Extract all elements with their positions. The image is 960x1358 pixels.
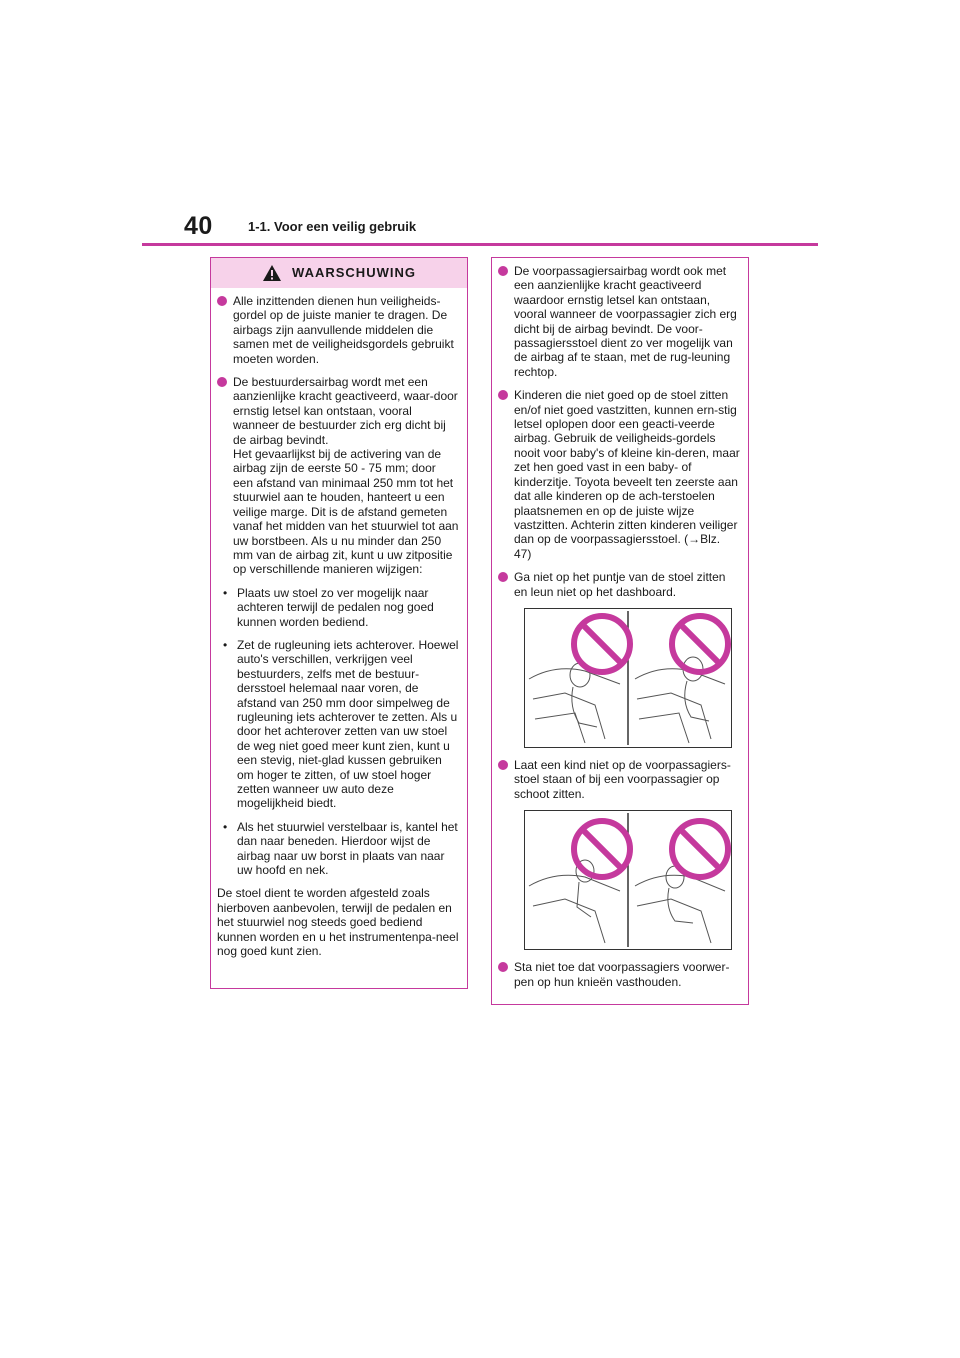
sub-bullet <box>221 638 459 811</box>
warning-bullet <box>498 570 740 599</box>
sub-mark: • <box>223 637 228 652</box>
prohibition-icon <box>574 616 630 672</box>
bullet-dot <box>498 266 508 276</box>
bullet-text: Laat een kind niet op de voorpassagiers-stoel staan of bij een voorpassagier op schoot zitten. <box>514 757 731 801</box>
section-title: 1-1. Voor een veilig gebruik <box>248 219 417 234</box>
sub-bullet-text: Als het stuurwiel verstelbaar is, kantel het dan naar beneden. Hierdoor wijst de airbag naar uw borst in plaats van naar uw hoofd en nek. <box>237 819 458 878</box>
warning-bullet <box>217 294 459 366</box>
prohibition-icon <box>672 616 728 672</box>
bullet-text: De bestuurdersairbag wordt met een aanzienlijke kracht geactiveerd, waar-door ernstig letsel kan ontstaan, vooral wanneer de bestuurder zich erg dicht bij de airbag bevindt. <box>233 375 458 447</box>
bullet-text: Ga niet op het puntje van de stoel zitten en leun niet op het dashboard. <box>514 570 726 599</box>
sub-bullet-text: Plaats uw stoel zo ver mogelijk naar achteren terwijl de pedalen nog goed kunnen worden bediend. <box>237 585 434 629</box>
bullet-dot <box>217 296 227 306</box>
warning-continued-box <box>491 257 749 1005</box>
closing-paragraph: De stoel dient te worden afgesteld zoals hierboven aanbevolen, terwijl de pedalen en het stuurwiel nog steeds goed bediend kunnen worden en u het instrumentenpa-neel nog goed kunt zien. <box>217 886 459 959</box>
bullet-text: De voorpassagiersairbag wordt ook met een aanzienlijke kracht geactiveerd waardoor ernstig letsel kan ontstaan, vooral wanneer de voorpassagier zich erg dicht bij de airbag bevindt. De voor-passagiersstoel dient zo ver mogelijk van de airbag af te staan, met de rug-leuning rechtop. <box>514 264 737 379</box>
warning-header <box>211 258 467 288</box>
warning-box <box>210 257 468 989</box>
bullet-text: Het gevaarlijkst bij de activering van de airbag zijn de eerste 50 - 75 mm; door een afstand van minimaal 250 mm tot het stuurwiel aan te houden, hanteert u een veilige marge. Dit is de afstand gemeten vanaf het midden van het stuurwiel tot aan uw borstbeen. Als u nu minder dan 250 mm van de airbag zit, kunt u uw zitpositie op verschillende manieren wijzigen: <box>233 447 459 577</box>
illustration-leaning-dashboard <box>524 608 732 748</box>
illustration-child-front-seat <box>524 810 732 950</box>
bullet-text: Alle inzittenden dienen hun veiligheids-gordel op de juiste manier te dragen. De airbags zijn aanvullende middelen die samen met de veiligheidsgordels gebruikt moeten worden. <box>233 294 454 366</box>
prohibition-icon <box>672 821 728 877</box>
header-rule <box>142 243 818 246</box>
warning-bullet <box>217 375 459 577</box>
illustration-art <box>525 811 731 949</box>
warning-bullet <box>498 264 740 379</box>
sub-bullet-text: Zet de rugleuning iets achterover. Hoewel auto's verschillen, verkrijgen veel bestuurders, zelfs met de bestuur-dersstoel helemaal naar voren, de afstand van 250 mm door simpelweg de rugleuning iets achterover te zetten. Als u door het achterover zetten van uw stoel de weg niet goed meer kunt zien, kunt u een stevig, niet-glad kussen gebruiken om hoger te zitten, of uw stoel hoger zetten wanneer uw auto deze mogelijkheid biedt. <box>237 637 459 811</box>
warning-bullet <box>498 960 740 989</box>
page-number: 40 <box>184 212 213 240</box>
warning-content <box>211 288 467 964</box>
bullet-text: Sta niet toe dat voorpassagiers voorwer-pen op hun knieën vasthouden. <box>514 960 730 989</box>
bullet-dot <box>498 962 508 972</box>
bullet-dot <box>498 572 508 582</box>
prohibition-icon <box>574 821 630 877</box>
bullet-dot <box>217 377 227 387</box>
warning-bullet <box>498 758 740 801</box>
warning-title: WAARSCHUWING <box>292 264 416 280</box>
sub-bullet <box>221 586 459 629</box>
bullet-dot <box>498 390 508 400</box>
warning-bullet <box>498 388 740 561</box>
warning-triangle-icon <box>262 264 282 282</box>
illustration-art <box>525 609 731 747</box>
bullet-text: Kinderen die niet goed op de stoel zitten en/of niet goed vastzitten, kunnen ern-stig letsel oplopen door een geacti-veerde airbag. Gebruik de veiligheids-gordels nooit voor baby's of kleine kin-deren, maar zet hen goed vast in een baby- of kinderzitje. Toyota beveelt ten zeerste aan dat alle kinderen op de ach-terstoelen plaatsnemen en op de juiste wijze vastzitten. Achterin zitten kinderen veiliger dan op de voorpassagiersstoel. (→Blz. 47) <box>514 388 740 561</box>
sub-mark: • <box>223 819 228 834</box>
sub-mark: • <box>223 585 228 600</box>
bullet-dot <box>498 760 508 770</box>
warning-continued-content <box>492 264 748 1004</box>
sub-bullet <box>221 820 459 878</box>
